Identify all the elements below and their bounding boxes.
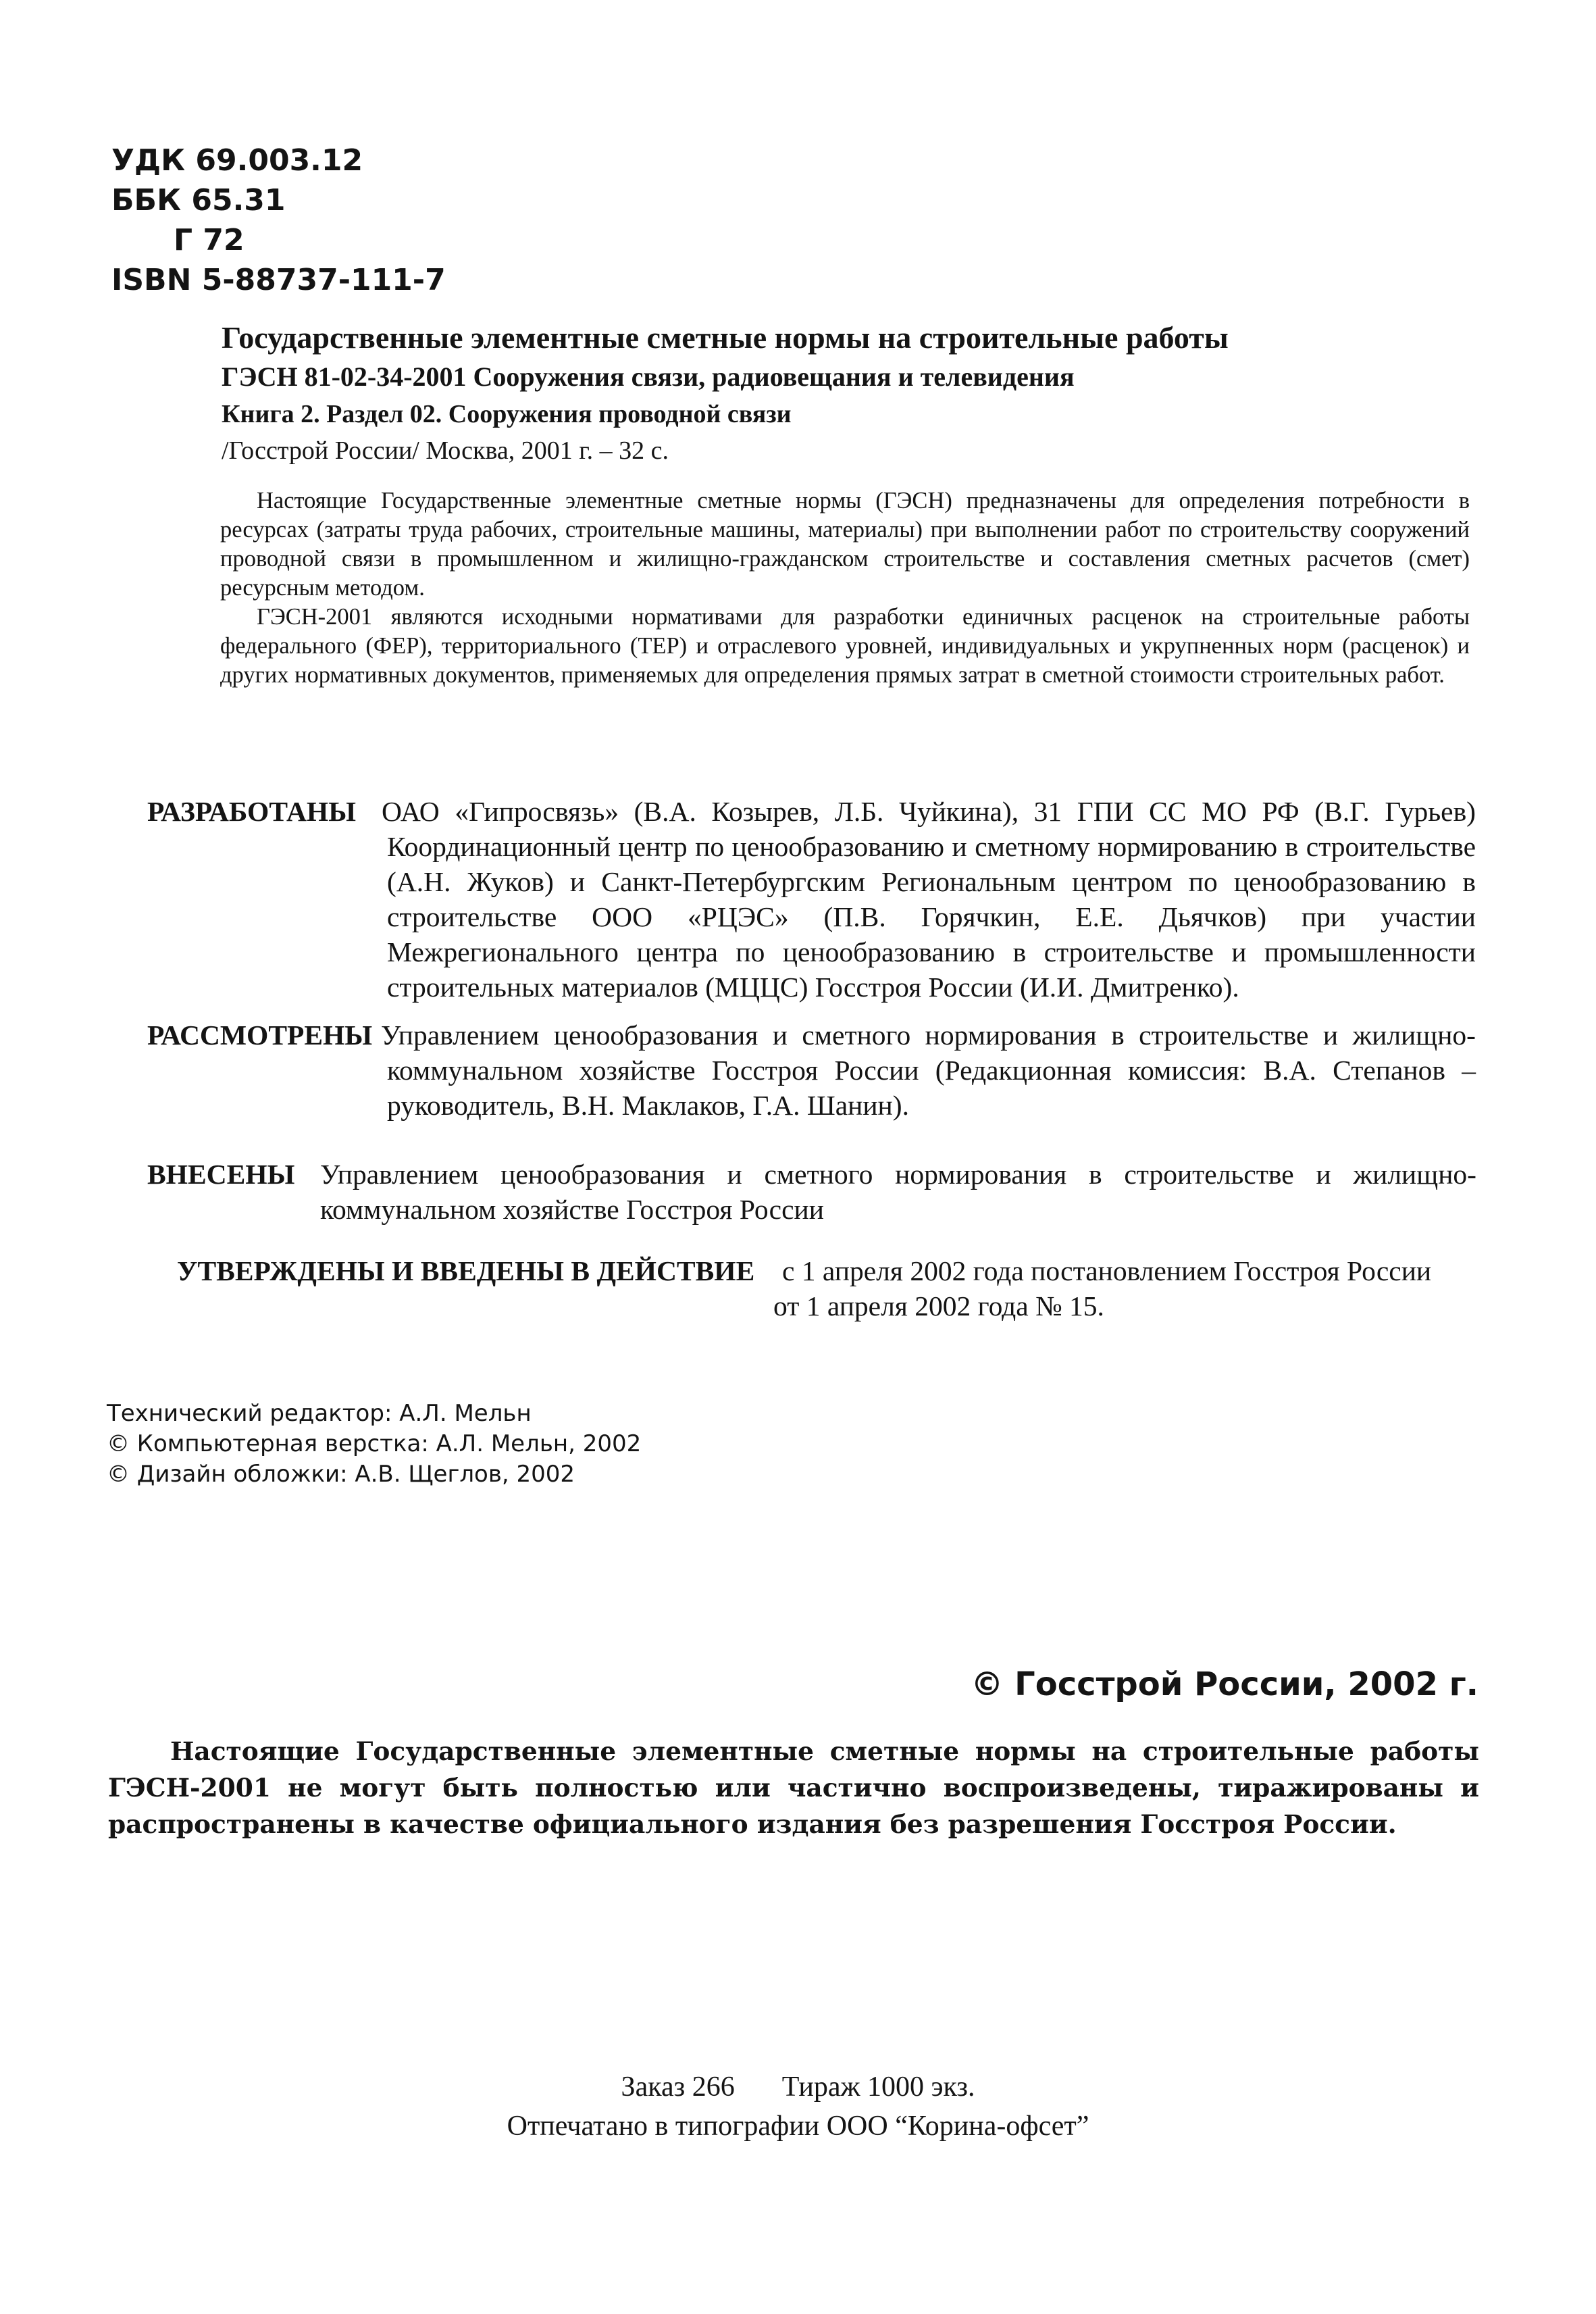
isbn-code: ISBN 5-88737-111-7 — [111, 263, 446, 297]
copyright-line: © Госстрой России, 2002 г. — [971, 1665, 1478, 1703]
reproduction-notice: Настоящие Государственные элементные сметные нормы на строительные работы ГЭСН-2001 не могут быть полностью или частично воспроизведены, тиражированы и распространены в качестве официального издания без разрешения Госстроя России. — [108, 1736, 1479, 1839]
udk-code: УДК 69.003.12 — [111, 143, 363, 178]
credit-label: ВНЕСЕНЫ — [147, 1159, 295, 1190]
credit-text: с 1 апреля 2002 года постановлением Госстроя России — [782, 1255, 1432, 1286]
credit-text: Управлением ценообразования и сметного нормирования в строительстве и жилищно-коммунальном хозяйстве Госстроя России — [320, 1159, 1476, 1225]
credit-submitted — [0, 1157, 1596, 1231]
title-line-2: ГЭСН 81-02-34-2001 Сооружения связи, радиовещания и телевидения — [222, 361, 1075, 392]
abstract-paragraph-1: Настоящие Государственные элементные сметные нормы (ГЭСН) предназначены для определения потребности в ресурсах (затраты труда рабочих, строительные машины, материалы) при выполнении работ по строительству сооружений проводной связи в промышленном и жилищно-гражданском строительстве и составления сметных расчетов (смет) ресурсным методом. — [220, 488, 1470, 601]
document-title-block — [222, 318, 1505, 469]
print-run: Тираж 1000 экз. — [781, 2071, 975, 2103]
order-number: Заказ 266 — [621, 2071, 735, 2103]
credit-approved — [0, 1253, 1596, 1328]
credit-label: УТВЕРЖДЕНЫ И ВВЕДЕНЫ В ДЕЙСТВИЕ — [177, 1255, 755, 1286]
author-mark: Г 72 — [174, 223, 244, 257]
credit-label: РАЗРАБОТАНЫ — [147, 796, 356, 827]
credit-reviewed — [0, 1017, 1596, 1126]
credit-text: Управлением ценообразования и сметного нормирования в строительстве и жилищно-коммунальном хозяйстве Госстроя России (Редакционная комиссия: В.А. Степанов – руководитель, В.Н. Маклаков, Г.А. Шанин). — [381, 1020, 1476, 1121]
abstract-paragraph-2: ГЭСН-2001 являются исходными нормативами для разработки единичных расценок на строительные работы федерального (ФЕР), территориального (ТЕР) и отраслевого уровней, индивидуальных и укрупненных норм (расценок) и других нормативных документов, применяемых для определения прямых затрат в сметной стоимости строительных работ. — [220, 604, 1470, 688]
editors-list — [107, 1399, 641, 1490]
publication-info: /Госстрой России/ Москва, 2001 г. – 32 с. — [222, 436, 669, 465]
cover-design-credit: © Дизайн обложки: А.В. Щеглов, 2002 — [107, 1461, 575, 1488]
bbk-code: ББК 65.31 — [111, 183, 286, 218]
credit-developed — [0, 794, 1596, 1003]
layout-credit: © Компьютерная верстка: А.Л. Мельн, 2002 — [107, 1430, 642, 1457]
credit-text: ОАО «Гипросвязь» (В.А. Козырев, Л.Б. Чуйкина), 31 ГПИ СС МО РФ (В.Г. Гурьев) Координационный центр по ценообразованию и сметному нормированию в строительстве (А.Н. Жуков) и Санкт-Петербургским Региональным центром по ценообразованию в строительстве ООО «РЦЭС» (П.В. Горячкин, Е.Е. Дьячков) при участии Межрегионального центра по ценообразованию в строительстве и промышленности строительных материалов (МЦЦС) Госстроя России (И.И. Дмитренко). — [382, 796, 1476, 1003]
imprint — [0, 2067, 1596, 2146]
title-line-3: Книга 2. Раздел 02. Сооружения проводной связи — [222, 400, 792, 428]
technical-editor: Технический редактор: А.Л. Мельн — [107, 1400, 532, 1427]
printer-line: Отпечатано в типографии ООО “Корина-офсет” — [507, 2111, 1089, 2142]
title-line-1: Государственные элементные сметные нормы на строительные работы — [222, 320, 1229, 355]
abstract — [220, 486, 1470, 690]
classification-codes — [111, 141, 446, 300]
credit-label: РАССМОТРЕНЫ — [147, 1020, 373, 1051]
credit-text-continued: от 1 апреля 2002 года № 15. — [773, 1290, 1104, 1322]
